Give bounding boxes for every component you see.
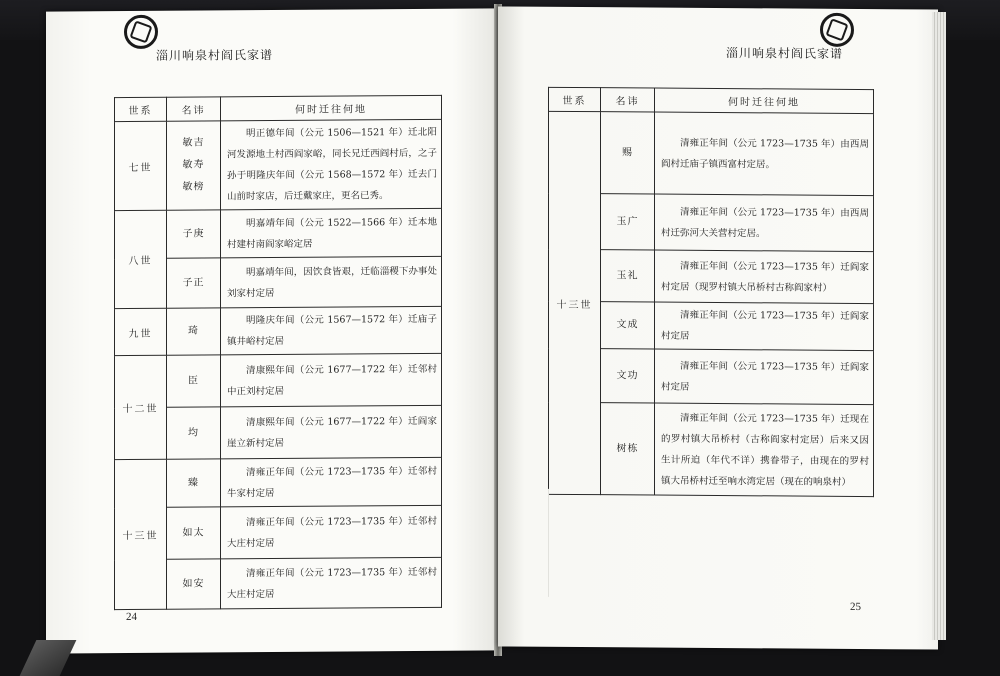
desc-cell: 清雍正年间（公元 1723—1735 年）迁邻村大庄村定居 [221, 505, 442, 559]
generation-cell: 九世 [115, 308, 167, 355]
left-page [46, 8, 498, 653]
generation-cell: 七世 [115, 121, 167, 210]
desc-cell: 明隆庆年间（公元 1567—1572 年）迁庙子镇井峪村定居 [221, 306, 442, 355]
name-cell: 玉礼 [601, 250, 655, 302]
name-cell: 如太 [167, 507, 221, 559]
name-cell: 子正 [167, 258, 221, 308]
generation-cell: 八世 [115, 210, 167, 308]
family-seal-icon [124, 15, 158, 49]
name-cell: 文功 [601, 349, 655, 403]
header-generation: 世系 [549, 87, 601, 111]
family-seal-icon [820, 13, 854, 47]
table-row [549, 111, 874, 195]
desc-cell: 清雍正年间（公元 1723—1735 年）由西周阎村迁庙子镇西富村定居。 [655, 112, 874, 196]
page-edges [932, 12, 946, 640]
header-name: 名讳 [167, 97, 221, 121]
generation-cell: 十二世 [115, 355, 167, 459]
desc-cell: 清雍正年间（公元 1723—1735 年）迁邻村牛家村定居 [221, 457, 442, 507]
header-migration: 何时迁往何地 [655, 88, 874, 114]
desc-cell: 清雍正年间（公元 1723—1735 年）迁阎家村定居 [655, 349, 874, 405]
name-cell: 赐 [601, 112, 655, 194]
table-header-row [549, 87, 874, 113]
name-cell: 均 [167, 407, 221, 459]
desc-cell: 明嘉靖年间（公元 1522—1566 年）迁本地村建村南阎家峪定居 [221, 208, 442, 258]
page-header: 淄川响泉村阎氏家谱 [726, 46, 844, 61]
table-row [115, 208, 442, 258]
table-row [115, 353, 442, 407]
page-number: 25 [850, 600, 861, 613]
name-cell: 琦 [167, 308, 221, 355]
desc-cell: 明正德年间（公元 1506—1521 年）迁北阳河发源地土村西阎家峪，同长兄迁西阎村后，之子孙于明隆庆年间（公元 1568—1572 年）迁去门山前时家店，后迁戴家庄，更名已秀。 [221, 119, 442, 210]
table-row [115, 457, 442, 507]
name-cell: 文成 [601, 302, 655, 349]
desc-cell: 明嘉靖年间，因饮食皆艰，迁临淄稷下办事处刘家村定居 [221, 256, 442, 308]
page-number: 24 [126, 610, 137, 624]
desc-cell: 清雍正年间（公元 1723—1735 年）迁现在的罗村镇大吊桥村（古称阎家村定居）后来又因生计所迫（年代不详）携眷带子，由现在的罗村镇大吊桥村迁至响水湾定居（现在的响泉村） [655, 403, 874, 497]
genealogy-table-right [548, 87, 874, 497]
desc-cell: 清康熙年间（公元 1677—1722 年）迁阎家崖立新村定居 [221, 405, 442, 459]
name-cell: 臣 [167, 355, 221, 407]
genealogy-table-left [114, 95, 442, 610]
bookmark-ribbon [20, 640, 77, 676]
desc-cell: 清雍正年间（公元 1723—1735 年）由西周村迁弥河大关营村定居。 [655, 194, 874, 252]
name-cell: 如安 [167, 559, 221, 609]
desc-cell: 清康熙年间（公元 1677—1722 年）迁邻村中正刘村定居 [221, 353, 442, 407]
open-book [40, 4, 960, 664]
desc-cell: 清雍正年间（公元 1723—1735 年）迁阎家村定居（现罗村镇大吊桥村古称阎家村） [655, 250, 874, 304]
name-cell: 玉广 [601, 194, 655, 250]
page-header: 淄川响泉村阎氏家谱 [156, 47, 274, 63]
table-row [115, 119, 442, 210]
name-cell: 树栋 [601, 403, 655, 495]
desc-cell: 清雍正年间（公元 1723—1735 年）迁邻村大庄村定居 [221, 557, 442, 609]
table-header-row [115, 95, 442, 121]
header-migration: 何时迁往何地 [221, 95, 442, 121]
name-cell: 敏吉 敏寿 敏榜 [167, 121, 221, 210]
name-cell: 臻 [167, 459, 221, 507]
generation-cell: 十三世 [549, 111, 601, 494]
name-cell: 子庚 [167, 210, 221, 258]
header-name: 名讳 [601, 88, 655, 112]
table-row [115, 306, 442, 355]
bleed-through-area [548, 489, 874, 599]
desc-cell: 清雍正年间（公元 1723—1735 年）迁阎家村定居 [655, 302, 874, 351]
header-generation: 世系 [115, 97, 167, 121]
generation-cell: 十三世 [115, 459, 167, 609]
right-page [498, 6, 938, 649]
